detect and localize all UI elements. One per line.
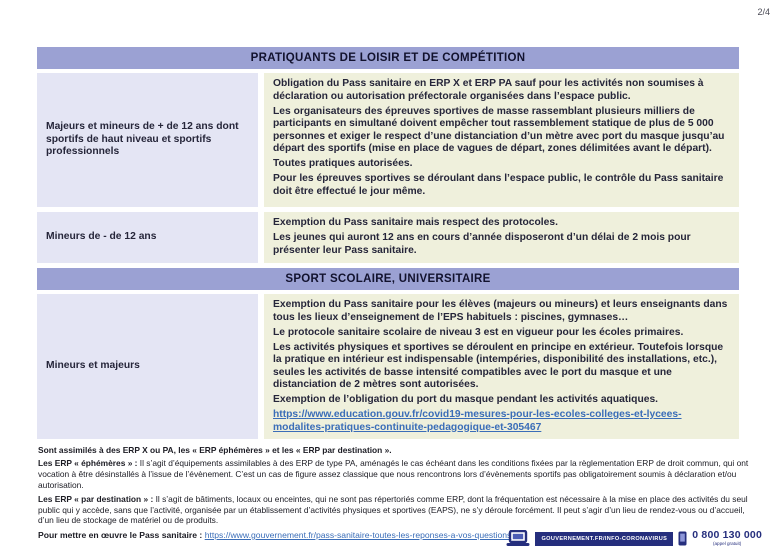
table-row bbox=[37, 294, 739, 439]
paragraph: Le protocole sanitaire scolaire de niveau 3 est en vigueur pour les écoles primaires. bbox=[273, 326, 684, 338]
paragraph: Toutes pratiques autorisées. bbox=[273, 158, 413, 169]
paragraph: Les jeunes qui auront 12 ans en cours d’année disposeront d’un délai de 2 mois pour présenter leur Pass sanitaire. bbox=[273, 232, 691, 256]
footnote-erp-destination bbox=[38, 494, 750, 527]
phone-note: (appel gratuit) bbox=[712, 540, 742, 546]
row-label-text: Majeurs et mineurs de + de 12 ans dont sportifs de haut niveau et sportifs professionnels bbox=[46, 121, 239, 158]
footnote-assimiles: Sont assimilés à des ERP X ou PA, les « ERP éphémères » et les « ERP par destination ». bbox=[38, 445, 392, 455]
row-label-mineurs-et-majeurs bbox=[37, 294, 258, 439]
paragraph: Pour les épreuves sportives se déroulant dans l’espace public, le contrôle du Pass sanitaire doit être effectué le jour même. bbox=[273, 173, 724, 197]
row-label-mineurs-moins-12 bbox=[37, 212, 258, 263]
footnote-text: Il s’agit d’équipements assimilables à des ERP de type PA, aménagés le cas échéant dans les conditions fixées par la règlementation ERP de droit commun, qui ont vocation à être désinstallés à l’issue de l’évènement. C’est un cas de figure assez classique que nous rencontrons lors d’évènements sportifs pas obligatoirement soumis à déclaration et/ou autorisation. bbox=[38, 458, 749, 491]
paragraph: Les activités physiques et sportives se déroulent en principe en extérieur. Toutefois lorsque la pratique en intérieur est indispensable (intempéries, disponibilité des installations, etc.), seules les activités de basse intensité compatibles avec le port du masque et une distanciation de 2 mètres sont autorisées. bbox=[273, 341, 724, 390]
table-row bbox=[37, 212, 739, 263]
rules-table bbox=[37, 47, 739, 444]
page-number: 2/4 bbox=[757, 7, 770, 17]
row-content-mineurs-et-majeurs bbox=[264, 294, 739, 439]
footnote-lead: Les ERP « éphémères » : bbox=[38, 458, 138, 469]
footnotes bbox=[38, 445, 750, 541]
row-label-majeurs-plus-12 bbox=[37, 73, 258, 207]
row-content-majeurs-plus-12 bbox=[264, 73, 739, 207]
row-label-text: Mineurs de - de 12 ans bbox=[46, 231, 157, 243]
paragraph: Exemption du Pass sanitaire pour les élèves (majeurs ou mineurs) et leurs enseignants dans tous les lieux d’enseignement de l’EPS habituels : piscines, gymnases… bbox=[273, 299, 728, 323]
footnote-lead: Les ERP « par destination » : bbox=[38, 493, 154, 504]
gouvernement-info-badge: GOUVERNEMENT.FR/INFO-CORONAVIRUS bbox=[535, 532, 673, 546]
footnote-text: Il s’agit de bâtiments, locaux ou enceintes, qui ne sont pas répertoriés comme ERP, dont la fréquentation est nécessaire à la mise en place des activités du seul public qui y accède, sans que l’activité, organisée par un établissement d’activités physiques et sportives (EAPS), ne s’y déroule forcément. Il peut s’agir d’un lieu de rendez-vous ou d’accueil, d’un lieu de stockage de matériel ou de produits. bbox=[38, 493, 748, 526]
paragraph: Les organisateurs des épreuves sportives de masse rassemblant plusieurs milliers de participants en simultané doivent empêcher tout rassemblement statique de plus de 5 000 personnes et exiger le respect d’une distanciation d’un mètre avec port du masque jusqu’au départ des sportifs (mise en place de vagues de départ, zones délimitées avant le départ). bbox=[273, 105, 725, 154]
phone-block bbox=[692, 530, 762, 546]
contact-block bbox=[506, 530, 762, 547]
gouvernement-link[interactable]: https://www.gouvernement.fr/pass-sanitaire-toutes-les-reponses-a-vos-questions bbox=[204, 529, 512, 540]
laptop-icon bbox=[506, 530, 530, 547]
footnote-erp-ephemeres bbox=[38, 458, 750, 491]
table-row bbox=[37, 73, 739, 207]
footnote-lead: Pour mettre en œuvre le Pass sanitaire : bbox=[38, 529, 203, 540]
paragraph: Exemption du Pass sanitaire mais respect des protocoles. bbox=[273, 217, 558, 228]
education-gouv-link[interactable]: https://www.education.gouv.fr/covid19-mesures-pour-les-ecoles-colleges-et-lycees-modalites-pratiques-continuite-pedagogique-et-305467 bbox=[273, 409, 682, 433]
row-content-mineurs-moins-12 bbox=[264, 212, 739, 263]
paragraph bbox=[273, 409, 731, 434]
section-header-sport-scolaire: SPORT SCOLAIRE, UNIVERSITAIRE bbox=[37, 268, 739, 290]
row-label-text: Mineurs et majeurs bbox=[46, 360, 140, 372]
phone-icon bbox=[678, 531, 687, 546]
phone-number: 0 800 130 000 bbox=[692, 529, 762, 542]
section-header-loisir-competition: PRATIQUANTS DE LOISIR ET DE COMPÉTITION bbox=[37, 47, 739, 69]
paragraph: Obligation du Pass sanitaire en ERP X et ERP PA sauf pour les activités non soumises à déclaration ou autorisation préfectorale organisées dans l’espace public. bbox=[273, 78, 704, 102]
paragraph: Exemption de l’obligation du port du masque pendant les activités aquatiques. bbox=[273, 394, 659, 405]
